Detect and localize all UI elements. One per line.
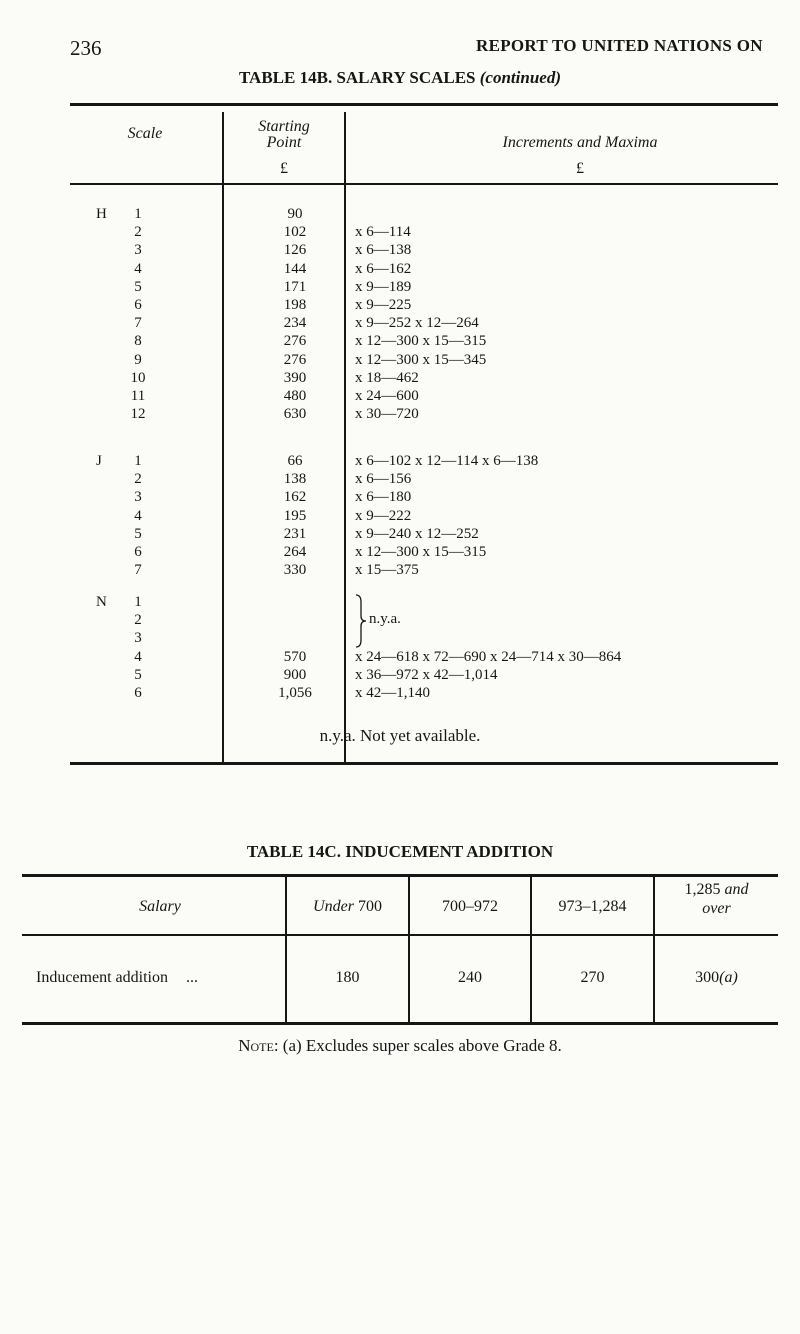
scale-grade: 6 xyxy=(134,544,142,560)
starting-point: 630 xyxy=(283,406,307,423)
scale-grade: 4 xyxy=(134,260,142,277)
starting-point: 162 xyxy=(283,489,307,506)
table-row xyxy=(0,351,800,369)
table-row xyxy=(0,543,800,561)
starting-point: 330 xyxy=(283,562,307,579)
table-14c-range1-heading: 700–972 xyxy=(442,898,498,915)
increments-maxima: x 6—114 xyxy=(355,224,411,241)
scale-grade: 4 xyxy=(134,648,142,665)
col-scale-heading: Scale xyxy=(127,125,163,142)
starting-point: 1,056 xyxy=(278,685,312,701)
increments-maxima: x 6—102 x 12—114 x 6—138 xyxy=(355,453,539,469)
scale-grade: 6 xyxy=(134,297,142,313)
increments-maxima: x 36—972 x 42—1,014 xyxy=(355,666,498,683)
starting-point: 570 xyxy=(283,648,307,665)
table-14c-bottom-rule xyxy=(22,1022,778,1025)
table-row xyxy=(0,296,800,314)
table-row xyxy=(0,332,800,350)
starting-point: 138 xyxy=(283,471,307,488)
table-14b-top-rule xyxy=(70,103,778,106)
table-row xyxy=(0,223,800,241)
table-row xyxy=(0,241,800,259)
table-14b-bottom-rule xyxy=(70,762,778,765)
increments-maxima: x 9—252 x 12—264 xyxy=(355,315,479,332)
over-value: 1,285 xyxy=(684,881,721,898)
table-14b-title-main: TABLE 14B. SALARY SCALES xyxy=(238,68,476,87)
increments-maxima: x 30—720 xyxy=(355,406,419,423)
table-row xyxy=(0,629,800,647)
table-row xyxy=(0,470,800,488)
page-number: 236 xyxy=(70,36,102,60)
table-row xyxy=(0,452,800,470)
increments-maxima: x 9—189 xyxy=(355,278,412,295)
increments-maxima: x 24—618 x 72—690 x 24—714 x 30—864 xyxy=(355,648,622,665)
starting-point: 276 xyxy=(283,333,307,350)
scale-grade: 5 xyxy=(134,666,142,683)
col-increments-heading: Increments and Maxima xyxy=(502,134,658,151)
table-row xyxy=(0,387,800,405)
increments-maxima: x 6—138 xyxy=(355,242,412,259)
scale-grade: 10 xyxy=(130,369,146,386)
scale-letter: N xyxy=(96,594,107,610)
starting-point: 195 xyxy=(283,507,307,524)
table-row xyxy=(0,684,800,702)
note-text: (a) Excludes super scales above Grade 8. xyxy=(282,1036,562,1055)
scale-letter: J xyxy=(96,453,102,469)
table-14b-header-rule xyxy=(70,183,778,185)
scale-grade: 1 xyxy=(134,594,142,610)
note-label: Note: xyxy=(238,1036,279,1055)
increments-maxima: x 24—600 xyxy=(355,388,419,404)
table-14c-top-rule xyxy=(22,874,778,877)
scale-grade: 9 xyxy=(134,351,142,368)
over-word: over xyxy=(702,900,731,917)
increments-maxima: x 6—162 xyxy=(355,260,412,277)
starting-point: 198 xyxy=(283,297,307,313)
table-14c-title: TABLE 14C. INDUCEMENT ADDITION xyxy=(246,842,554,861)
col-starting-heading-line1: Starting xyxy=(258,118,310,135)
table-14c-range2-heading: 973–1,284 xyxy=(558,898,627,915)
increments-maxima: x 42—1,140 xyxy=(355,685,430,701)
starting-point: 900 xyxy=(283,666,307,683)
inducement-dots: ... xyxy=(185,969,198,986)
scale-grade: 2 xyxy=(134,471,142,488)
starting-point: 231 xyxy=(283,525,307,542)
table-row xyxy=(0,507,800,525)
table-row xyxy=(0,369,800,387)
inducement-row-label xyxy=(36,969,198,987)
bracket-brace xyxy=(355,594,367,648)
starting-point: 126 xyxy=(283,242,307,259)
scale-grade: 12 xyxy=(130,406,146,423)
inducement-label: Inducement addition xyxy=(36,969,168,986)
increments-maxima: x 12—300 x 15—315 xyxy=(355,544,487,560)
under-word: Under xyxy=(313,898,354,915)
scale-grade: 7 xyxy=(134,562,142,579)
table-14c-header-rule xyxy=(22,934,778,936)
table-row xyxy=(0,260,800,278)
starting-point: 90 xyxy=(287,206,303,222)
table-row xyxy=(0,314,800,332)
starting-point: 276 xyxy=(283,351,307,368)
increments-maxima: x 15—375 xyxy=(355,562,419,579)
table-14b-title-suffix: (continued) xyxy=(479,68,561,87)
table-row xyxy=(0,666,800,684)
increments-maxima: x 9—225 xyxy=(355,297,412,313)
scale-grade: 2 xyxy=(134,612,142,629)
table-row xyxy=(0,278,800,296)
starting-point: 144 xyxy=(283,260,307,277)
scale-grade: 5 xyxy=(134,278,142,295)
inducement-value-4-num: 300 xyxy=(695,969,720,986)
scale-grade: 4 xyxy=(134,507,142,524)
table-row xyxy=(0,205,800,223)
running-title: REPORT TO UNITED NATIONS ON xyxy=(476,36,763,55)
table-14b-footnote: n.y.a. Not yet available. xyxy=(319,726,481,745)
scale-grade: 3 xyxy=(134,630,142,647)
table-14b-title xyxy=(0,68,800,88)
inducement-value-4-note: (a) xyxy=(719,969,738,986)
scale-grade: 2 xyxy=(134,224,142,241)
inducement-value-2: 240 xyxy=(458,969,482,986)
col-starting-unit: £ xyxy=(280,160,288,177)
scale-grade: 7 xyxy=(134,315,142,332)
inducement-value-4 xyxy=(655,969,778,987)
starting-point: 234 xyxy=(283,315,307,332)
table-row xyxy=(0,525,800,543)
col-starting-heading-line2: Point xyxy=(266,134,302,151)
table-row xyxy=(0,593,800,611)
starting-point: 102 xyxy=(283,224,307,241)
table-row xyxy=(0,561,800,579)
increments-maxima: x 6—180 xyxy=(355,489,412,506)
scale-grade: 11 xyxy=(130,388,146,404)
table-row xyxy=(0,648,800,666)
table-row xyxy=(0,405,800,423)
starting-point: 171 xyxy=(283,278,307,295)
starting-point: 66 xyxy=(287,453,303,469)
table-14c-under-heading xyxy=(287,898,408,916)
scale-grade: 3 xyxy=(134,489,142,506)
inducement-value-3: 270 xyxy=(580,969,605,986)
scale-letter: H xyxy=(96,206,107,222)
increments-maxima: x 18—462 xyxy=(355,369,419,386)
col-increments-unit: £ xyxy=(576,160,584,177)
table-14c-note xyxy=(0,1036,800,1056)
under-value: 700 xyxy=(357,898,382,915)
increments-maxima: x 6—156 xyxy=(355,471,412,488)
scale-grade: 1 xyxy=(134,453,142,469)
scale-grade: 1 xyxy=(134,206,142,222)
starting-point: 390 xyxy=(283,369,307,386)
scale-grade: 8 xyxy=(134,333,142,350)
scale-grade: 5 xyxy=(134,525,142,542)
table-14c-salary-heading: Salary xyxy=(139,898,181,915)
increments-maxima: x 9—222 xyxy=(355,507,412,524)
scale-grade: 3 xyxy=(134,242,142,259)
increments-maxima: x 12—300 x 15—345 xyxy=(355,351,487,368)
table-row xyxy=(0,488,800,506)
inducement-value-1: 180 xyxy=(335,969,360,986)
scale-grade: 6 xyxy=(134,685,142,701)
over-and: and xyxy=(724,881,749,898)
table-14c-over-heading xyxy=(655,880,778,918)
starting-point: 480 xyxy=(283,388,307,404)
increments-maxima: x 9—240 x 12—252 xyxy=(355,525,479,542)
starting-point: 264 xyxy=(283,544,307,560)
increments-maxima: x 12—300 x 15—315 xyxy=(355,333,487,350)
bracket-note-nya: n.y.a. xyxy=(369,611,401,627)
